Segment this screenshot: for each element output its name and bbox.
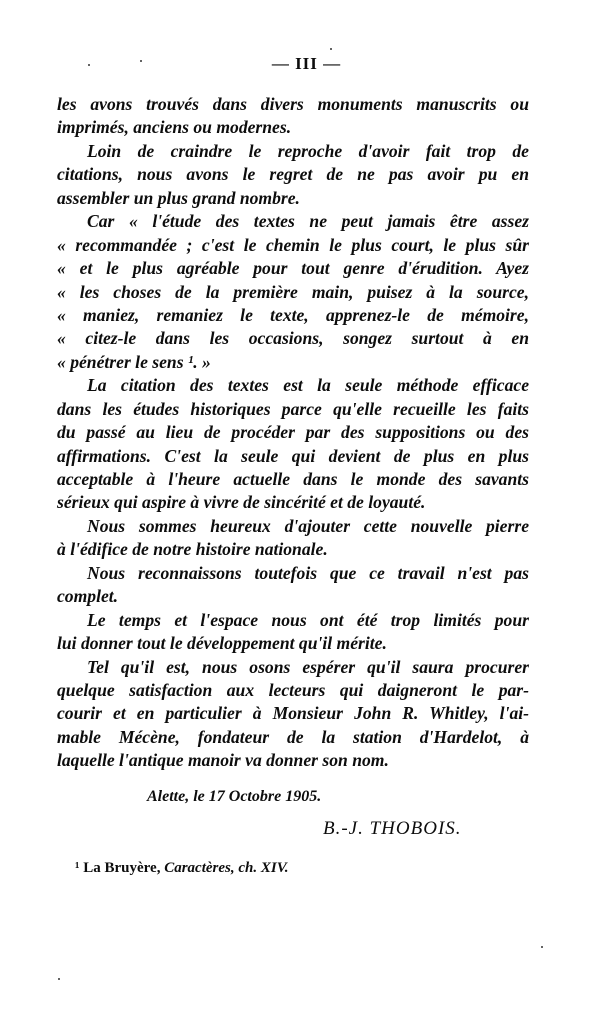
text-line: complet. [57,586,119,607]
text-line: acceptable à l'heure actuelle dans le monde des savants [57,469,529,489]
text-line: « maniez, remaniez le texte, apprenez-le de mémoire, [57,304,529,325]
footnote-marker: ¹ [75,860,80,876]
text-line: mable Mécène, fondateur de la station d'Hardelot, à [57,726,529,747]
text-line: quelque satisfaction aux lecteurs qui daigneront le par- [57,679,529,700]
text-line: courir et en particulier à Monsieur John R. Whitley, l'ai- [57,703,529,724]
text-line: « pénétrer le sens ¹. » [57,351,211,372]
scan-speck [140,60,142,62]
text-line: La citation des textes est la seule méthode efficace [87,375,529,396]
text-line: Nous sommes heureux d'ajouter cette nouvelle pierre [87,515,529,536]
text-line: Tel qu'il est, nous osons espérer qu'il saura procurer [87,656,529,677]
scan-speck [88,64,90,66]
text-line: Le temps et l'espace nous ont été trop limités pour [87,609,529,630]
text-line: affirmations. C'est la seule qui devient de plus en plus [57,445,529,466]
text-line: imprimés, anciens ou modernes. [57,117,292,138]
text-line: « recommandée ; c'est le chemin le plus court, le plus sûr [57,234,529,255]
footnote-work: Caractères, ch. XIV. [164,860,289,876]
text-line: sérieux qui aspire à vivre de sincérité et de loyauté. [57,492,426,513]
text-line: laquelle l'antique manoir va donner son nom. [57,750,389,771]
text-line: à l'édifice de notre histoire nationale. [57,539,328,560]
scan-speck [58,978,60,980]
text-line: assembler un plus grand nombre. [57,187,300,208]
page-number: — III — [271,54,342,73]
text-line: « et le plus agréable pour tout genre d'érudition. Ayez [57,258,529,279]
text-line: Nous reconnaissons toutefois que ce travail n'est pas [87,562,529,583]
text-line: les avons trouvés dans divers monuments manuscrits ou [57,94,529,114]
text-line: lui donner tout le développement qu'il mérite. [57,633,387,654]
body-text [57,93,529,773]
text-line: citations, nous avons le regret de ne pas avoir pu en [57,164,529,185]
text-line: Car « l'étude des textes ne peut jamais être assez [87,211,529,232]
dateline: Alette, le 17 Octobre 1905. [147,788,322,805]
signature: B.-J. THOBOIS. [323,818,462,839]
text-line: du passé au lieu de procéder par des suppositions ou des [57,422,529,443]
footnote [75,860,289,877]
text-line: Loin de craindre le reproche d'avoir fait trop de [87,140,529,161]
scan-speck [541,946,543,948]
footnote-author: La Bruyère, [83,860,161,876]
scan-speck [330,48,332,50]
text-line: « citez-le dans les occasions, songez surtout à en [57,328,529,349]
text-line: dans les études historiques parce qu'elle recueille les faits [57,398,529,419]
text-line: « les choses de la première main, puisez à la source, [57,281,529,302]
